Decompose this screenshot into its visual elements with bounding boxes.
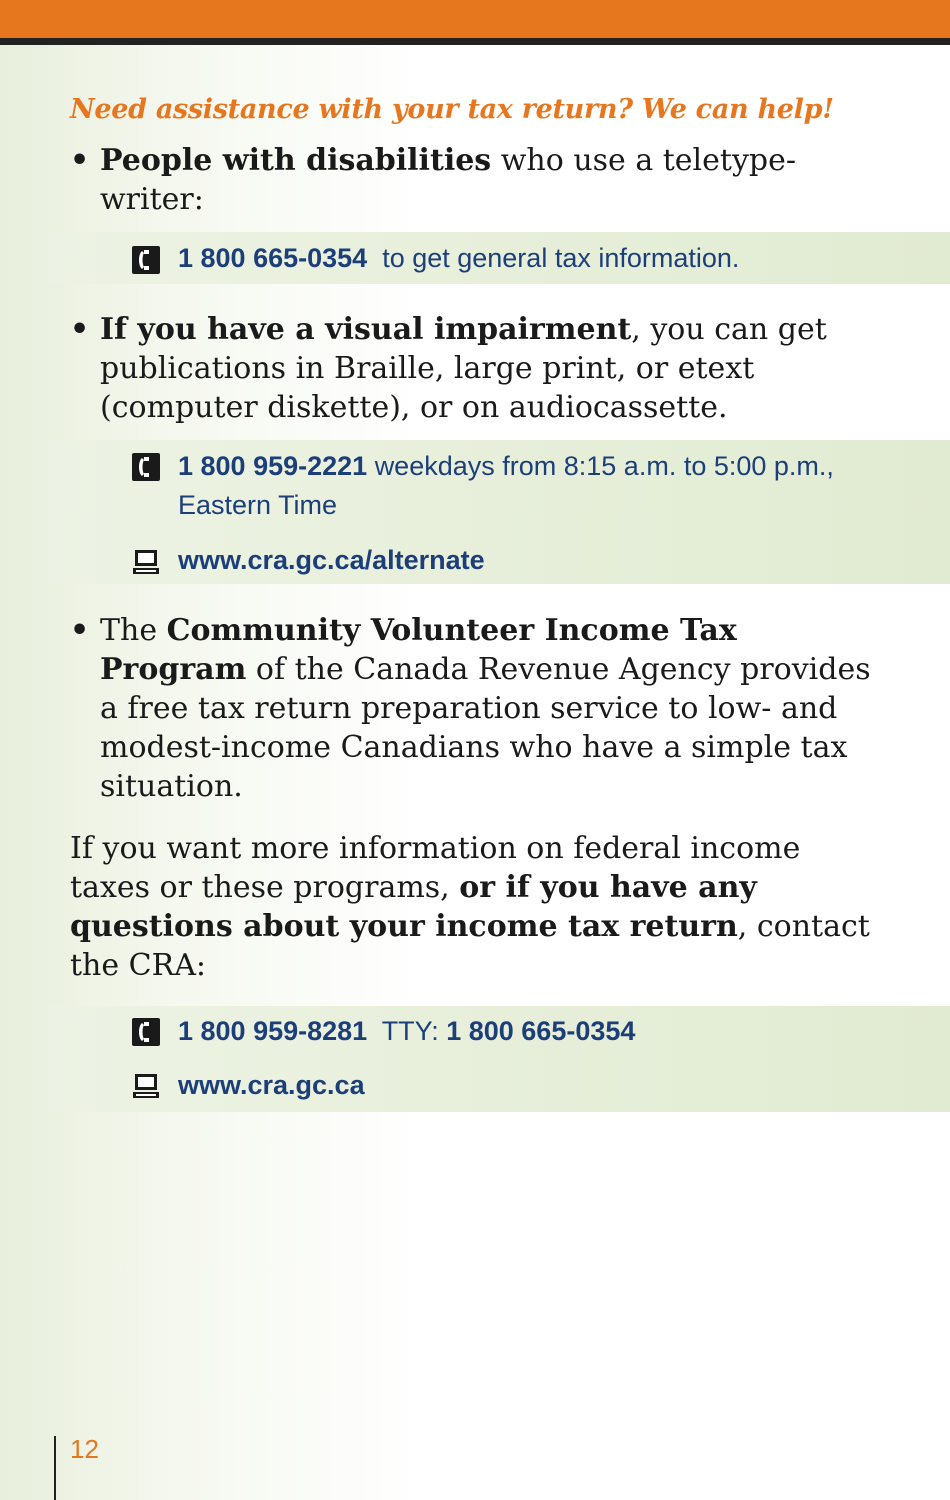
page-number-rule (54, 1436, 56, 1500)
bullet-dot: • (70, 312, 90, 347)
contact-line-general-url (178, 1070, 365, 1101)
paragraph-bold-text: or if you have any questions about your income tax return (70, 870, 757, 944)
computer-icon (132, 1072, 160, 1100)
bullet-bold-text: If you have a visual impairment (100, 312, 632, 347)
bullet-text (100, 611, 880, 806)
phone-icon (132, 246, 160, 274)
contact-timezone: Eastern Time (178, 490, 338, 520)
contact-paragraph (70, 829, 870, 985)
bullet-bold-text: People with disabilities (100, 143, 492, 178)
section-heading: Need assistance with your tax return? We can help! (70, 94, 834, 125)
alternate-link[interactable]: www.cra.gc.ca/alternate (178, 545, 485, 575)
phone-number[interactable]: 1 800 959-8281 (178, 1016, 368, 1046)
contact-line-tty (178, 243, 739, 274)
contact-line-alternate-tz (178, 490, 337, 521)
phone-number[interactable]: 1 800 959-2221 (178, 451, 368, 481)
contact-hours: weekdays from 8:15 a.m. to 5:00 p.m., (374, 451, 834, 481)
top-orange-bar (0, 0, 950, 38)
contact-line-alternate-phone (178, 451, 834, 482)
paragraph-pre-text: If you want more information on federal income taxes or these programs, (70, 831, 801, 905)
bullet-text (100, 310, 880, 427)
bullet-pre-text: The (100, 613, 167, 648)
bullet-visual-impairment (70, 310, 880, 427)
bullet-bold-text: Community Volunteer Income Tax Program (100, 613, 737, 687)
bullet-rest-text: , you can get publications in Braille, large print, or etext (computer diskette), or on audiocassette. (100, 312, 827, 425)
contact-description: to get general tax information. (382, 243, 740, 273)
top-dark-rule (0, 38, 950, 45)
cra-link[interactable]: www.cra.gc.ca (178, 1070, 365, 1100)
paragraph-rest-text: , contact the CRA: (70, 909, 870, 983)
bullet-rest-text: of the Canada Revenue Agency provides a free tax return preparation service to low- and modest-income Canadians who have a simple tax situation. (100, 652, 871, 804)
phone-icon (132, 453, 160, 481)
computer-icon (132, 548, 160, 576)
page-number: 12 (70, 1434, 99, 1464)
phone-icon (132, 1018, 160, 1046)
bullet-disabilities (70, 141, 880, 219)
bullet-dot: • (70, 613, 90, 648)
contact-line-alternate-url (178, 545, 485, 576)
tty-number[interactable]: 1 800 665-0354 (446, 1016, 636, 1046)
phone-number[interactable]: 1 800 665-0354 (178, 243, 368, 273)
bullet-dot: • (70, 143, 90, 178)
tty-label: TTY: (381, 1016, 439, 1046)
bullet-rest-text: who use a teletype-writer: (100, 143, 797, 217)
bullet-volunteer-program (70, 611, 880, 806)
contact-line-general-phone (178, 1016, 635, 1047)
bullet-text (100, 141, 880, 219)
